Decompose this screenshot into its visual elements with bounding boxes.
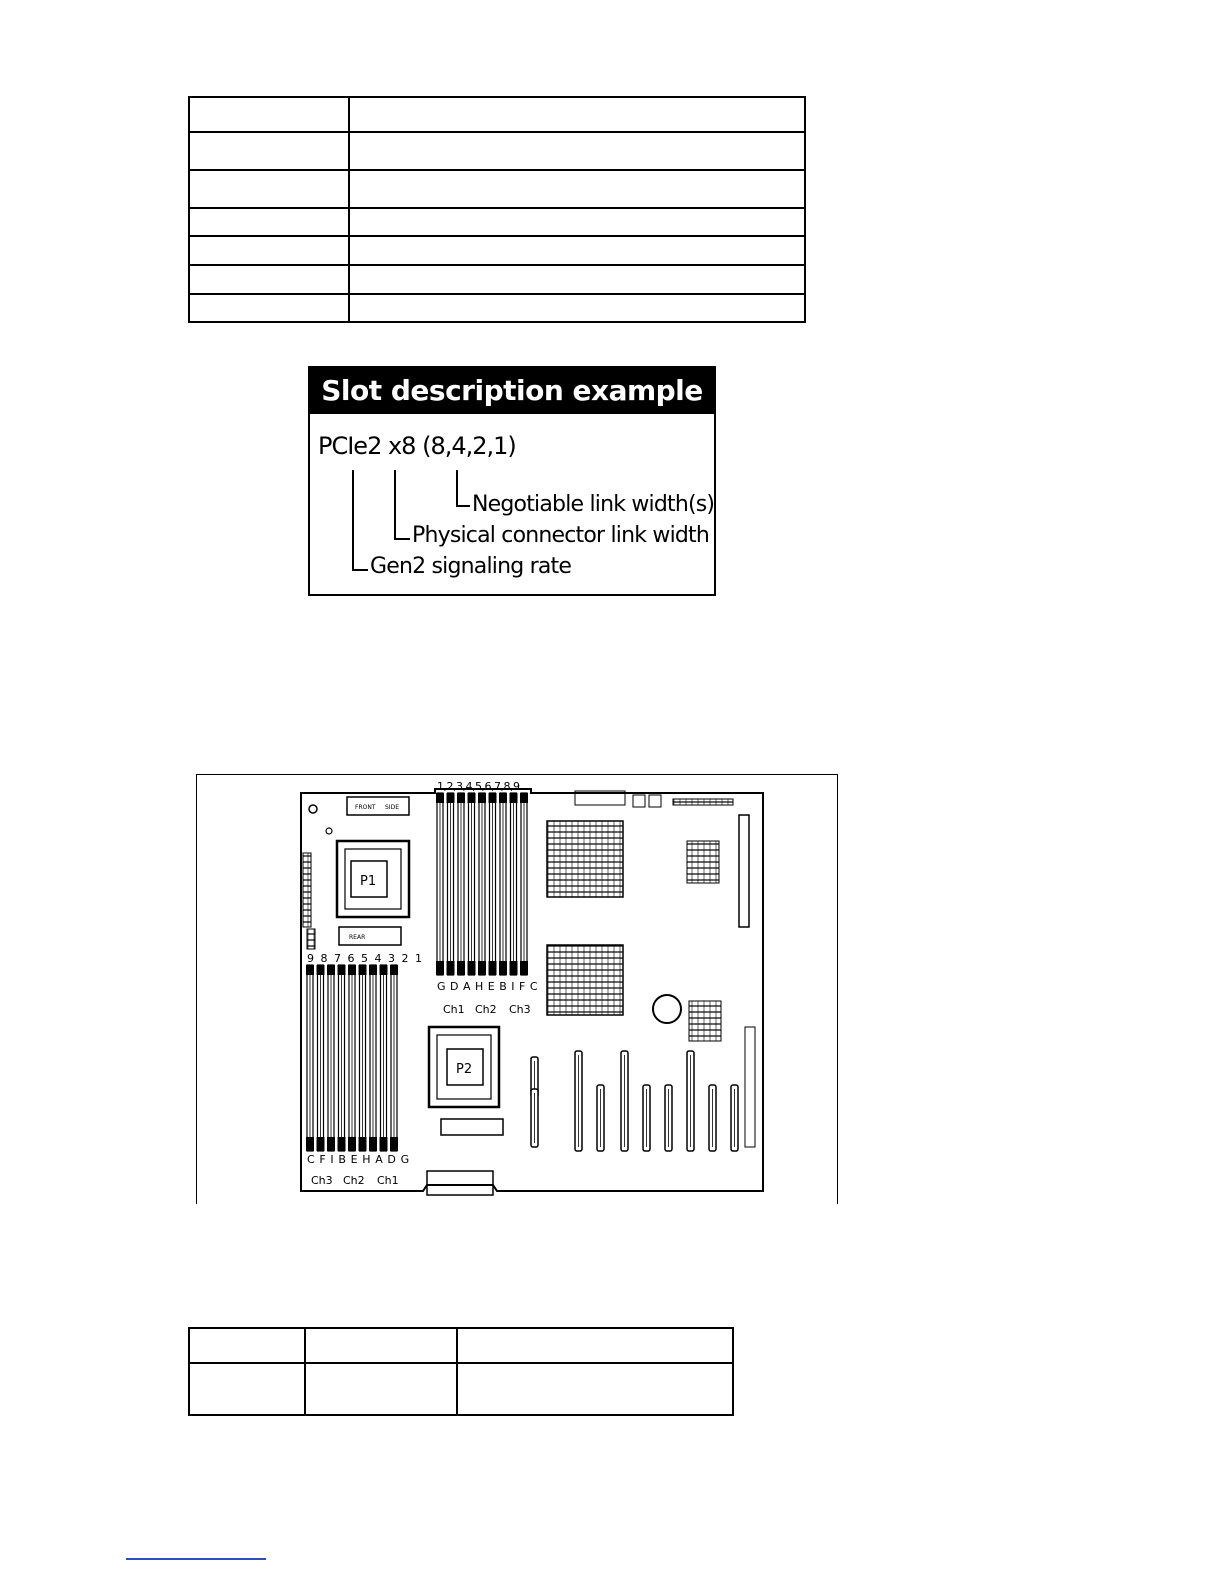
dimm-slot [468, 793, 476, 975]
table-cell [349, 236, 805, 265]
dimm-slot [436, 793, 444, 975]
table-cell [189, 265, 349, 294]
connector-strip [307, 929, 315, 949]
physical-leader [395, 470, 410, 539]
processor-2-label: P2 [456, 1062, 473, 1077]
upper-slot-numbers: 1,2,3,4,5,6,7,8,9 [437, 780, 520, 793]
table-cell [189, 1363, 305, 1415]
heatsink [547, 945, 623, 1015]
left-channel-1: Ch1 [377, 1174, 399, 1187]
signaling-rate-label: Gen2 signaling rate [370, 554, 572, 579]
rear-io-connector [427, 1171, 493, 1195]
table-cell [189, 208, 349, 236]
table-cell [189, 132, 349, 170]
table-row [189, 170, 805, 208]
table-cell [189, 294, 349, 322]
dimm-slot [499, 793, 507, 975]
pcie-slot [709, 1085, 716, 1151]
table-row [189, 236, 805, 265]
board-illustration [197, 775, 839, 1205]
table-cell [457, 1363, 733, 1415]
upper-channel-3: Ch3 [509, 1003, 531, 1016]
header-connector [673, 799, 733, 805]
table-cell [349, 265, 805, 294]
table-cell [189, 236, 349, 265]
left-slot-letters: C F I B E H A D G [307, 1153, 410, 1166]
battery [653, 995, 681, 1023]
upper-channel-2: Ch2 [475, 1003, 497, 1016]
table-cell [305, 1328, 457, 1363]
dimm-slot [489, 793, 497, 975]
rear-label: REAR [349, 934, 366, 941]
slot-example-description: PCIe2 x8 (8,4,2,1) [318, 432, 516, 460]
table-row [189, 97, 805, 132]
rear-io-connector [745, 1027, 755, 1147]
pcie-slot [575, 1051, 582, 1151]
table-cell [189, 170, 349, 208]
upper-channel-1: Ch1 [443, 1003, 465, 1016]
dimm-slot [447, 793, 455, 975]
dimm-slot [338, 965, 346, 1151]
table-cell [349, 132, 805, 170]
slot-description-example [308, 366, 716, 596]
table-row [189, 294, 805, 322]
pcie-slot [643, 1085, 650, 1151]
table-row [189, 132, 805, 170]
negotiable-width-label: Negotiable link width(s) [472, 492, 715, 517]
table-row [189, 1328, 733, 1363]
table-cell [349, 294, 805, 322]
dimm-slot [380, 965, 388, 1151]
dimm-slot [327, 965, 335, 1151]
heatsink [547, 821, 623, 897]
pcie-slot [597, 1085, 604, 1151]
table-cell [457, 1328, 733, 1363]
front-label: FRONT [355, 804, 376, 811]
signaling-leader [353, 470, 368, 570]
system-board-diagram [196, 774, 838, 1204]
footer-link-rule [126, 1558, 266, 1560]
header-connector [649, 795, 661, 807]
left-channel-3: Ch3 [311, 1174, 333, 1187]
mounting-hole [309, 805, 317, 813]
processor-1-label: P1 [360, 874, 377, 889]
table-cell [349, 208, 805, 236]
left-channel-2: Ch2 [343, 1174, 365, 1187]
dimm-slot [306, 965, 314, 1151]
dimm-slot [510, 793, 518, 975]
dimm-slot [369, 965, 377, 1151]
connector-strip [303, 853, 311, 927]
side-label: SIDE [385, 804, 399, 811]
table-row [189, 208, 805, 236]
table-cell [189, 1328, 305, 1363]
pcie-slot [731, 1085, 738, 1151]
pcie-slot [621, 1051, 628, 1151]
mounting-hole [326, 828, 332, 834]
dimm-slot [478, 793, 486, 975]
dimm-slot [359, 965, 367, 1151]
processor-2-socket [429, 1027, 503, 1135]
pcie-slot [665, 1085, 672, 1151]
table-cell [189, 97, 349, 132]
top-table [188, 96, 806, 323]
processor-1-socket [337, 797, 409, 945]
bottom-table [188, 1327, 734, 1416]
heatsink [687, 841, 719, 883]
dimm-slot [457, 793, 465, 975]
dimm-bank-upper [436, 793, 528, 975]
dimm-slot [317, 965, 325, 1151]
left-slot-numbers: 9 8 7 6 5 4 3 2 1 [307, 952, 424, 965]
dimm-slot [390, 965, 398, 1151]
table-row [189, 265, 805, 294]
heatsink [689, 1001, 721, 1041]
dimm-slot [348, 965, 356, 1151]
riser-connector [739, 815, 749, 927]
slot-example-title: Slot description example [310, 368, 714, 414]
table-cell [305, 1363, 457, 1415]
header-connector [633, 795, 645, 807]
pcie-slot [687, 1051, 694, 1151]
pcie-slots [531, 1051, 738, 1151]
pcie-slot [531, 1089, 538, 1147]
table-row [189, 1363, 733, 1415]
negotiable-leader [457, 470, 470, 506]
dimm-slot [520, 793, 528, 975]
dimm-bank-left [306, 965, 398, 1151]
table-cell [349, 170, 805, 208]
physical-width-label: Physical connector link width [412, 523, 710, 548]
table-cell [349, 97, 805, 132]
upper-slot-letters: G D A H E B I F C [437, 980, 539, 993]
